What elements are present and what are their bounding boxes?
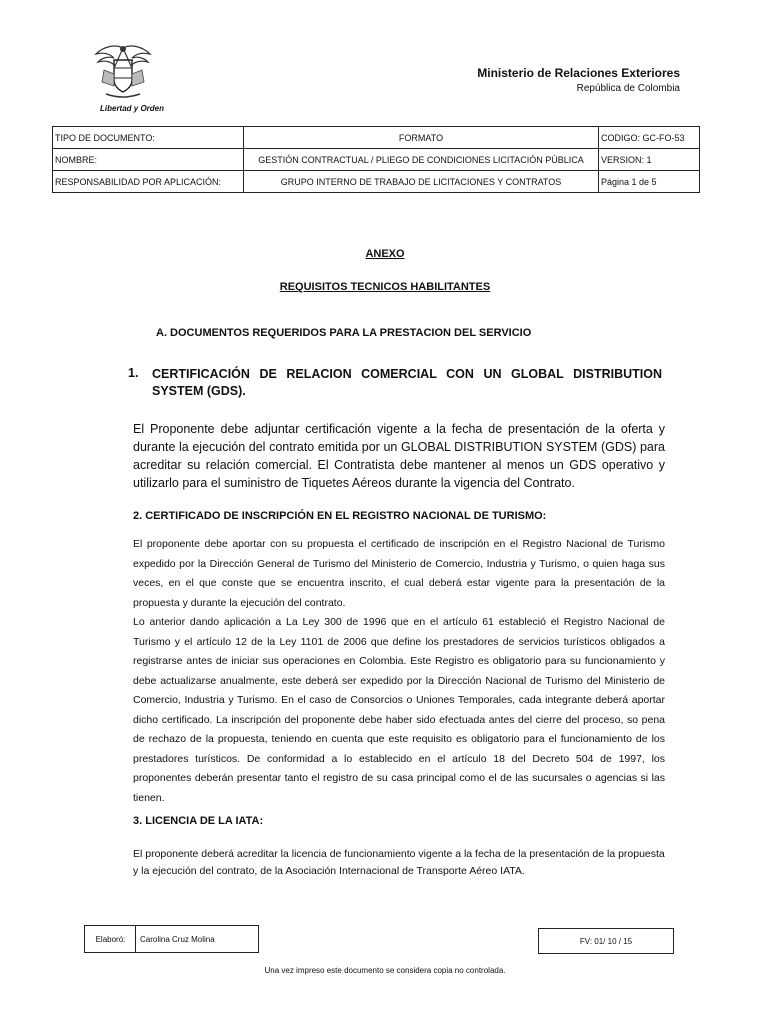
colombia-coat-of-arms-icon [92,40,154,102]
document-info-table [52,126,700,193]
table-row [53,171,700,193]
table-cell: GESTIÓN CONTRACTUAL / PLIEGO DE CONDICIONES LICITACIÓN PÚBLICA [244,149,599,171]
elaboro-label: Elaboró: [84,925,136,953]
table-row [53,127,700,149]
table-cell: VERSION: 1 [599,149,700,171]
table-cell: NOMBRE: [53,149,244,171]
annex-subtitle: REQUISITOS TECNICOS HABILITANTES [279,281,491,293]
uncontrolled-copy-note: Una vez impreso este documento se considera copia no controlada. [264,966,506,975]
motto: Libertad y Orden [100,104,165,113]
annex-title: ANEXO [365,248,405,260]
item-2-heading: 2. CERTIFICADO DE INSCRIPCIÓN EN EL REGISTRO NACIONAL DE TURISMO: [133,510,547,522]
table-cell: GRUPO INTERNO DE TRABAJO DE LICITACIONES Y CONTRATOS [244,171,599,193]
item-1-paragraph: El Proponente debe adjuntar certificación vigente a la fecha de presentación de la oferta y durante la ejecución del contrato emitida por un GLOBAL DISTRIBUTION SYSTEM (GDS) para acreditar su relación comercial. El Contratista debe mantener al menos un GDS operativo y utilizarlo para el suministro de Tiquetes Aéreos durante la vigencia del Contrato. [133,422,665,490]
table-cell: RESPONSABILIDAD POR APLICACIÓN: [53,171,244,193]
table-cell: FORMATO [244,127,599,149]
item-3-paragraph: El proponente deberá acreditar la licencia de funcionamiento vigente a la fecha de la presentación de la propuesta y la ejecución del contrato, de la Asociación Internacional de Transporte Aéreo IATA. [133,848,665,877]
ministry-name: Ministerio de Relaciones Exteriores [477,66,680,80]
table-row [53,149,700,171]
republic-name: República de Colombia [576,83,680,94]
section-a-heading: A. DOCUMENTOS REQUERIDOS PARA LA PRESTACION DEL SERVICIO [156,327,532,339]
item-2-paragraph-2: Lo anterior dando aplicación a La Ley 300 de 1996 que en el artículo 61 estableció el Registro Nacional de Turismo y el artículo 12 de la Ley 1101 de 2006 que define los prestadores de servicios turísticos obligados a registrarse antes de iniciar sus operaciones en Colombia. Este Registro es obligatorio para su funcionamiento y debe actualizarse anualmente, este deberá ser expedido por la Dirección Nacional de Turismo del Ministerio de Comercio, Industria y Turismo. En el caso de Consorcios o Uniones Temporales, cada integrante deberá aportar dicho certificado. La inscripción del proponente debe haber sido efectuada antes del cierre del proceso, so pena de rechazo de la propuesta, teniendo en cuenta que este requisito es obligatorio para el funcionamiento de los prestadores turísticos. De conformidad a lo establecido en el artículo 18 del Decreto 504 de 1997, los proponentes deberán presentar tanto el registro de su casa principal como el de las sucursales o agencias si las tienen. [133,616,665,804]
item-1-heading: CERTIFICACIÓN DE RELACION COMERCIAL CON UN GLOBAL DISTRIBUTION SYSTEM (GDS). [152,367,662,398]
item-2-paragraph-1: El proponente debe aportar con su propuesta el certificado de inscripción en el Registro Nacional de Turismo expedido por la Dirección General de Turismo del Ministerio de Comercio, Industria y Turismo, o quien haga sus veces, en el que conste que se encuentra inscrito, el cual deberá estar vigente para la presentación de la propuesta y durante la ejecución del contrato. [133,538,665,609]
table-cell: Página 1 de 5 [599,171,700,193]
format-version-date: FV: 01/ 10 / 15 [538,928,674,954]
item-3-heading: 3. LICENCIA DE LA IATA: [133,815,264,827]
table-cell: CODIGO: GC-FO-53 [599,127,700,149]
item-1-number: 1. [128,366,139,380]
table-cell: TIPO DE DOCUMENTO: [53,127,244,149]
elaboro-name: Carolina Cruz Molina [135,925,259,953]
